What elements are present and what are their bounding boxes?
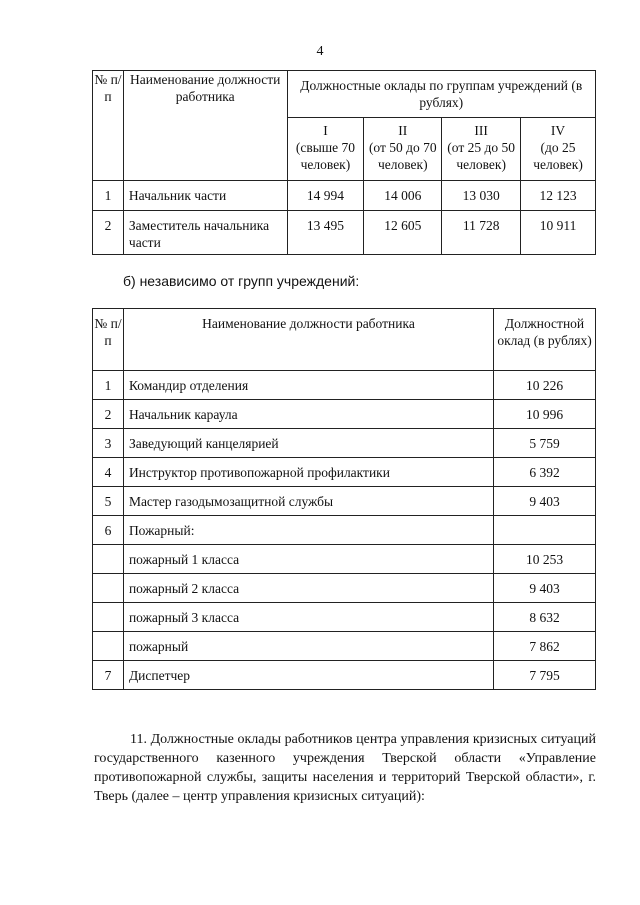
table-row: 6 Пожарный: <box>93 516 596 545</box>
table-row: 5 Мастер газодымозащитной службы 9 403 <box>93 487 596 516</box>
t1-group-3: III (от 25 до 50 человек) <box>442 118 521 181</box>
table-row: 1 Командир отделения 10 226 <box>93 371 596 400</box>
t1-header-num: № п/п <box>93 71 124 181</box>
salary-independent-table <box>92 308 596 690</box>
table-row: пожарный 7 862 <box>93 632 596 661</box>
salary-by-group-table <box>92 70 596 255</box>
table-row: 2 Заместитель начальника части 13 495 12 605 11 728 10 911 <box>93 211 596 255</box>
table-row: 4 Инструктор противопожарной профилактики 6 392 <box>93 458 596 487</box>
table-row: 1 Начальник части 14 994 14 006 13 030 12 123 <box>93 181 596 211</box>
table-row: 2 Начальник караула 10 996 <box>93 400 596 429</box>
t2-header-num: № п/п <box>93 309 124 371</box>
t1-group-4: IV (до 25 человек) <box>521 118 596 181</box>
page-number: 4 <box>316 44 324 59</box>
table-row: пожарный 3 класса 8 632 <box>93 603 596 632</box>
t1-header-group: Должностные оклады по группам учреждений (в рублях) <box>287 71 595 118</box>
t2-header-name: Наименование должности работника <box>123 309 493 371</box>
section-subtitle: б) независимо от групп учреждений: <box>123 273 360 289</box>
t2-header-salary: Должностной оклад (в рублях) <box>494 309 596 371</box>
table-row: пожарный 1 класса 10 253 <box>93 545 596 574</box>
table-row: 3 Заведующий канцелярией 5 759 <box>93 429 596 458</box>
t1-group-1: I (свыше 70 человек) <box>287 118 364 181</box>
t1-group-2: II (от 50 до 70 человек) <box>364 118 442 181</box>
table-row: пожарный 2 класса 9 403 <box>93 574 596 603</box>
paragraph-11: 11. Должностные оклады работников центра управления кризисных ситуаций государственного казенного учреждения Тверской области «Управление противопожарной службы, защиты населения и территорий Тверской области», г. Тверь (далее – центр управления кризисных ситуаций): <box>94 732 596 804</box>
table-row: 7 Диспетчер 7 795 <box>93 661 596 690</box>
t1-header-name: Наименование должности работника <box>123 71 287 181</box>
